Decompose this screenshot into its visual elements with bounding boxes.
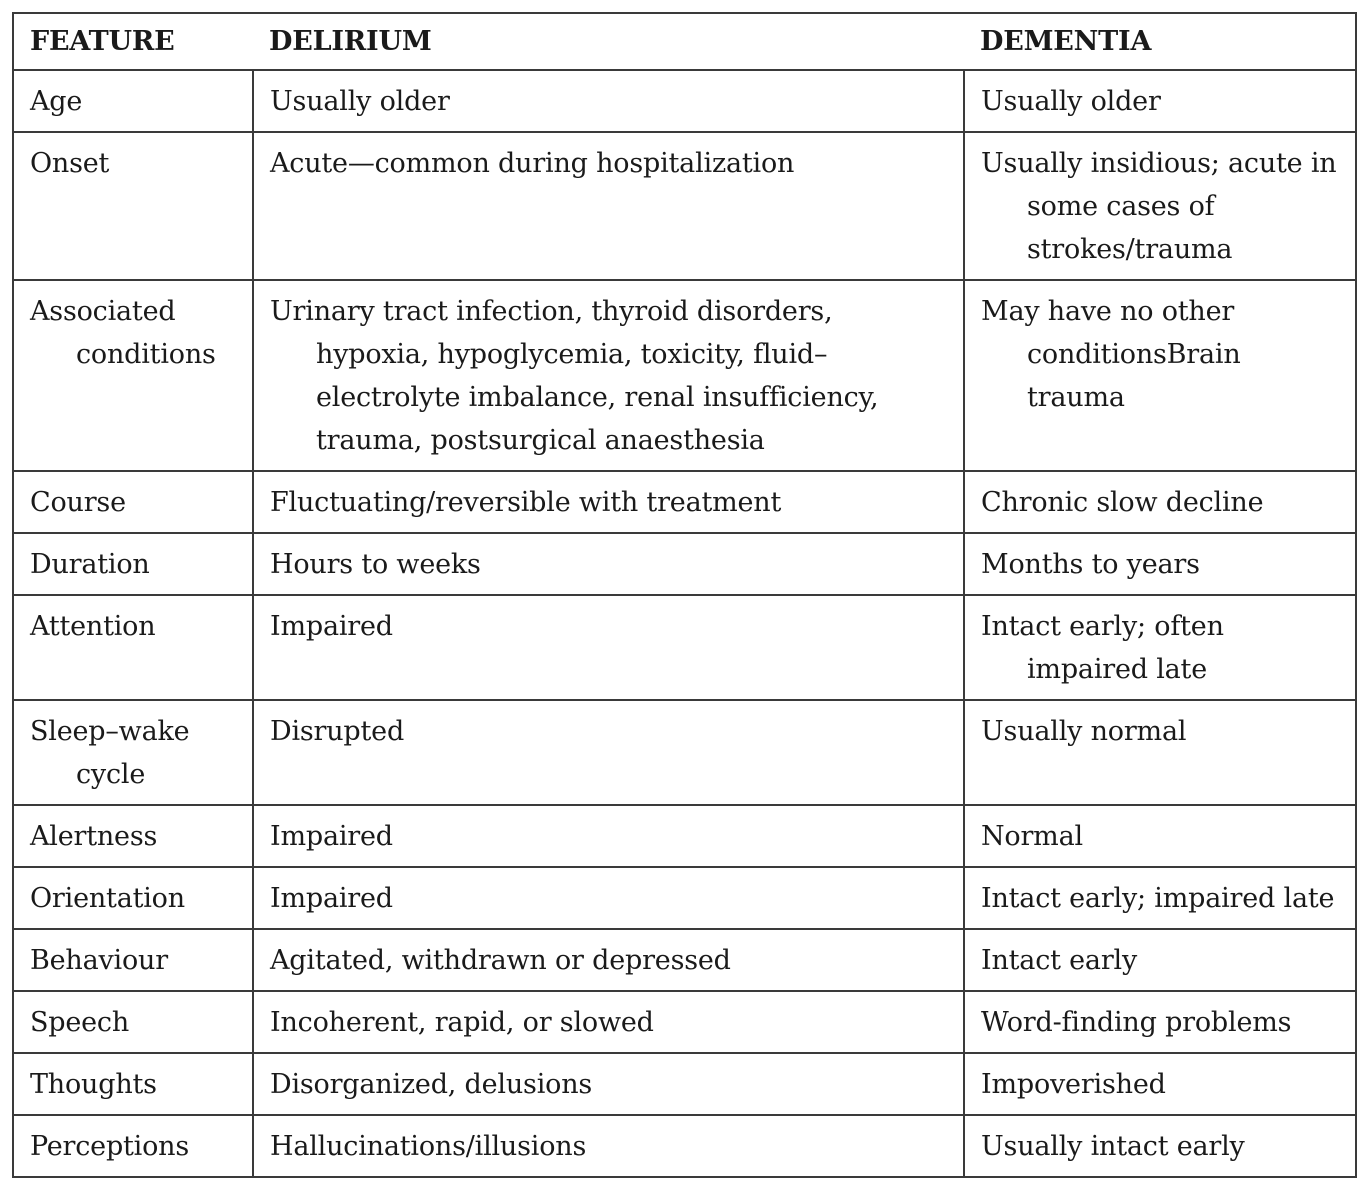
table-row <box>13 700 1356 805</box>
table-row <box>13 805 1356 867</box>
dementia-cell: Usually normal <box>964 700 1356 805</box>
delirium-cell: Hours to weeks <box>253 533 964 595</box>
header-feature: FEATURE <box>13 13 253 70</box>
table-row <box>13 595 1356 700</box>
dementia-cell: Intact early; impaired late <box>964 867 1356 929</box>
feature-cell: Sleep–wake cycle <box>13 700 253 805</box>
delirium-cell: Impaired <box>253 595 964 700</box>
comparison-table-wrapper <box>12 12 1355 1178</box>
table-row <box>13 132 1356 280</box>
feature-cell: Onset <box>13 132 253 280</box>
header-dementia: DEMENTIA <box>964 13 1356 70</box>
table-row <box>13 280 1356 471</box>
delirium-cell: Impaired <box>253 805 964 867</box>
dementia-cell: Intact early <box>964 929 1356 991</box>
delirium-cell: Fluctuating/reversible with treatment <box>253 471 964 533</box>
delirium-cell: Usually older <box>253 70 964 132</box>
dementia-cell: Impoverished <box>964 1053 1356 1115</box>
dementia-cell: Chronic slow decline <box>964 471 1356 533</box>
dementia-cell: Usually intact early <box>964 1115 1356 1177</box>
feature-cell: Orientation <box>13 867 253 929</box>
feature-cell: Behaviour <box>13 929 253 991</box>
table-row <box>13 929 1356 991</box>
table-row <box>13 533 1356 595</box>
header-row <box>13 13 1356 70</box>
feature-cell: Duration <box>13 533 253 595</box>
table-row <box>13 1115 1356 1177</box>
delirium-cell: Incoherent, rapid, or slowed <box>253 991 964 1053</box>
feature-cell: Associated conditions <box>13 280 253 471</box>
dementia-cell: Intact early; often impaired late <box>964 595 1356 700</box>
feature-cell: Attention <box>13 595 253 700</box>
delirium-cell: Disorganized, delusions <box>253 1053 964 1115</box>
dementia-cell: Usually insidious; acute in some cases of strokes/trauma <box>964 132 1356 280</box>
table-row <box>13 991 1356 1053</box>
feature-cell: Perceptions <box>13 1115 253 1177</box>
dementia-cell: Word-finding problems <box>964 991 1356 1053</box>
delirium-dementia-table <box>12 12 1357 1178</box>
table-row <box>13 70 1356 132</box>
table-row <box>13 1053 1356 1115</box>
delirium-cell: Disrupted <box>253 700 964 805</box>
delirium-cell: Hallucinations/illusions <box>253 1115 964 1177</box>
table-row <box>13 867 1356 929</box>
dementia-cell: Months to years <box>964 533 1356 595</box>
delirium-cell: Agitated, withdrawn or depressed <box>253 929 964 991</box>
feature-cell: Age <box>13 70 253 132</box>
delirium-cell: Acute—common during hospitalization <box>253 132 964 280</box>
dementia-cell: May have no other conditionsBrain trauma <box>964 280 1356 471</box>
feature-cell: Speech <box>13 991 253 1053</box>
table-row <box>13 471 1356 533</box>
feature-cell: Thoughts <box>13 1053 253 1115</box>
delirium-cell: Urinary tract infection, thyroid disorders, hypoxia, hypoglycemia, toxicity, fluid–electrolyte imbalance, renal insufficiency, trauma, postsurgical anaesthesia <box>253 280 964 471</box>
feature-cell: Course <box>13 471 253 533</box>
feature-cell: Alertness <box>13 805 253 867</box>
dementia-cell: Usually older <box>964 70 1356 132</box>
header-delirium: DELIRIUM <box>253 13 964 70</box>
dementia-cell: Normal <box>964 805 1356 867</box>
delirium-cell: Impaired <box>253 867 964 929</box>
